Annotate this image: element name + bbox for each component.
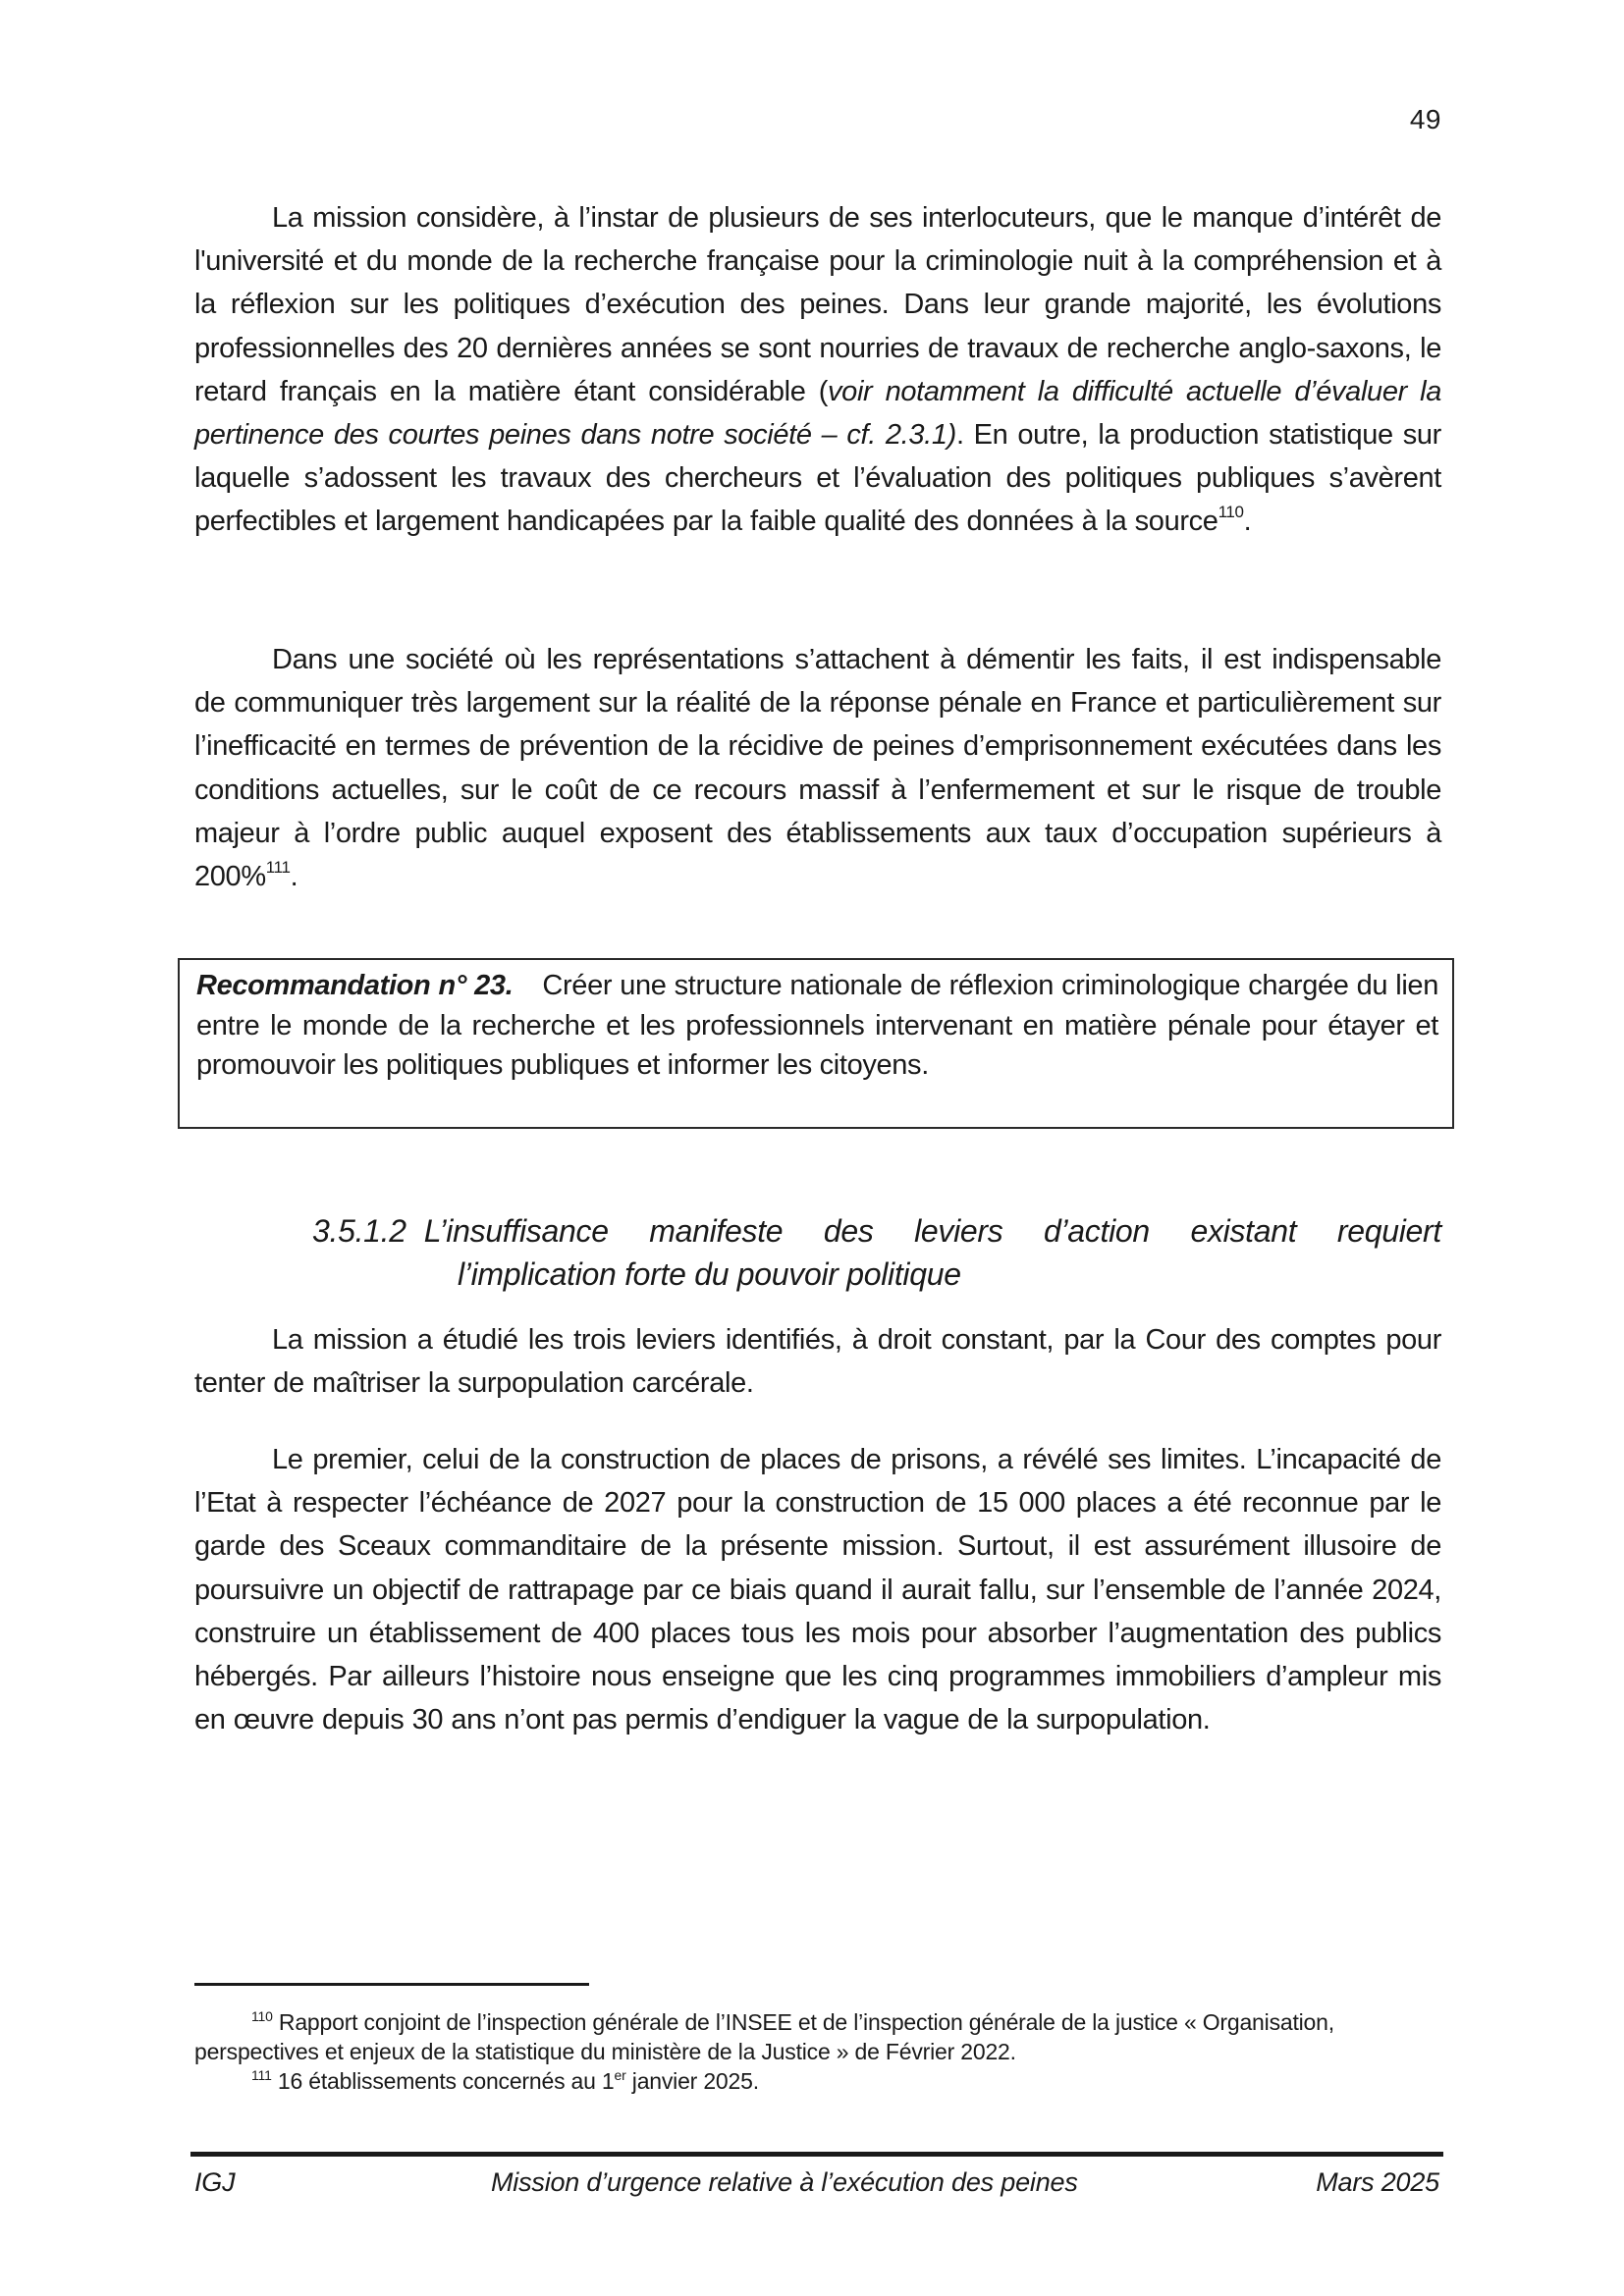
footer-date: Mars 2025 (1316, 2167, 1439, 2197)
paragraph-levers (194, 1318, 1441, 1422)
section-heading-line-1 (312, 1209, 1441, 1253)
section-number: 3.5.1.2 (312, 1213, 406, 1249)
paragraph-1-italic-note: voir notamment la difficulté actuelle d’évaluer la pertinence des courtes peines dans notre société – cf. 2.3.1) (194, 375, 1442, 452)
paragraph-2 (194, 638, 1441, 898)
paragraph-2-text-a: Dans une société où les représentations s’attachent à démentir les faits, il est indispensable de communiquer très largement sur la réalité de la réponse pénale en France et particulièrement sur l’inefficacité en termes de prévention de la récidive de peines d’emprisonnement exécutées dans les conditions actuelles, sur le coût de ce recours massif à l’enfermement et sur le risque de trouble majeur à l’ordre public auquel exposent des établissements aux taux d’occupation supérieurs à 200% (194, 644, 1441, 893)
footnote-111 (194, 2066, 1441, 2096)
section-title-part-2: l’implication forte du pouvoir politique (458, 1256, 961, 1292)
ordinal-suffix: er (614, 2067, 626, 2083)
footnote-separator (194, 1983, 589, 1986)
paragraph-1-text-c: . (1243, 506, 1252, 538)
footnote-ref-111[interactable]: 111 (265, 858, 291, 878)
recommendation-title: Recommandation n° 23. (196, 970, 514, 1001)
paragraph-communication (194, 638, 1441, 916)
recommendation-text: Créer une structure nationale de réflexion criminologique chargée du lien entre le monde de la recherche et les professionnels intervenant en matière pénale pour étayer et promouvoir les politiques publiques et informer les citoyens. (196, 970, 1438, 1081)
recommendation-box (178, 958, 1454, 1129)
footer-organization: IGJ (194, 2167, 236, 2197)
paragraph-2-text-c: . (290, 861, 298, 893)
footnote-ref-110[interactable]: 110 (1218, 503, 1244, 522)
paragraph-1 (194, 196, 1441, 544)
footnote-number: 110 (251, 2008, 273, 2024)
paragraph-criminology-research (194, 196, 1441, 561)
section-heading (312, 1209, 1441, 1296)
footer-rule (190, 2152, 1443, 2157)
footnote-110 (194, 2007, 1441, 2066)
paragraph-3: La mission a étudié les trois leviers identifiés, à droit constant, par la Cour des comptes pour tenter de maîtriser la surpopulation carcérale. (194, 1324, 1441, 1400)
footnote-text-b: janvier 2025. (625, 2068, 759, 2094)
section-title-part-1: L’insuffisance manifeste des leviers d’action existant requiert (423, 1213, 1441, 1249)
paragraph-1-text-b: . En outre, la production statistique sur laquelle s’adossent les travaux des chercheurs et l’évaluation des politiques publiques s’avèrent perfectibles et largement handicapées par la faible qualité des données à la source (194, 419, 1441, 538)
paragraph-4: Le premier, celui de la construction de places de prisons, a révélé ses limites. L’incapacité de l’Etat à respecter l’échéance de 2027 pour la construction de 15 000 places a été reconnue par le garde des Sceaux commanditaire de la présente mission. Surtout, il est assurément illusoire de poursuivre un objectif de rattrapage par ce biais quand il aurait fallu, sur l’ensemble de l’année 2024, construire un établissement de 400 places tous les mois pour absorber l’augmentation des publics hébergés. Par ailleurs l’histoire nous enseigne que les cinq programmes immobiliers d’ampleur mis en œuvre depuis 30 ans n’ont pas permis d’endiguer la vague de la surpopulation. (194, 1444, 1441, 1736)
footnotes (194, 2007, 1441, 2096)
page-number: 49 (1409, 104, 1441, 134)
page-footer (194, 2167, 1439, 2198)
paragraph-1-text-a: La mission considère, à l’instar de plusieurs de ses interlocuteurs, que le manque d’intérêt de l'université et du monde de la recherche française pour la criminologie nuit à la compréhension et à la réflexion sur les politiques d’exécution des peines. Dans leur grande majorité, les évolutions professionnelles des 20 dernières années se sont nourries de travaux de recherche anglo-saxons, le retard français en la matière étant considérable ( (194, 202, 1441, 407)
footnote-number: 111 (251, 2067, 272, 2083)
paragraph-construction (194, 1438, 1441, 1759)
footnote-text: Rapport conjoint de l’inspection générale de l’INSEE et de l’inspection générale de la justice « Organisation, perspectives et enjeux de la statistique du ministère de la Justice » de Février 2022. (194, 2009, 1334, 2064)
footer-document-title: Mission d’urgence relative à l’exécution des peines (491, 2167, 1078, 2197)
footnote-text-a: 16 établissements concernés au 1 (271, 2068, 615, 2094)
